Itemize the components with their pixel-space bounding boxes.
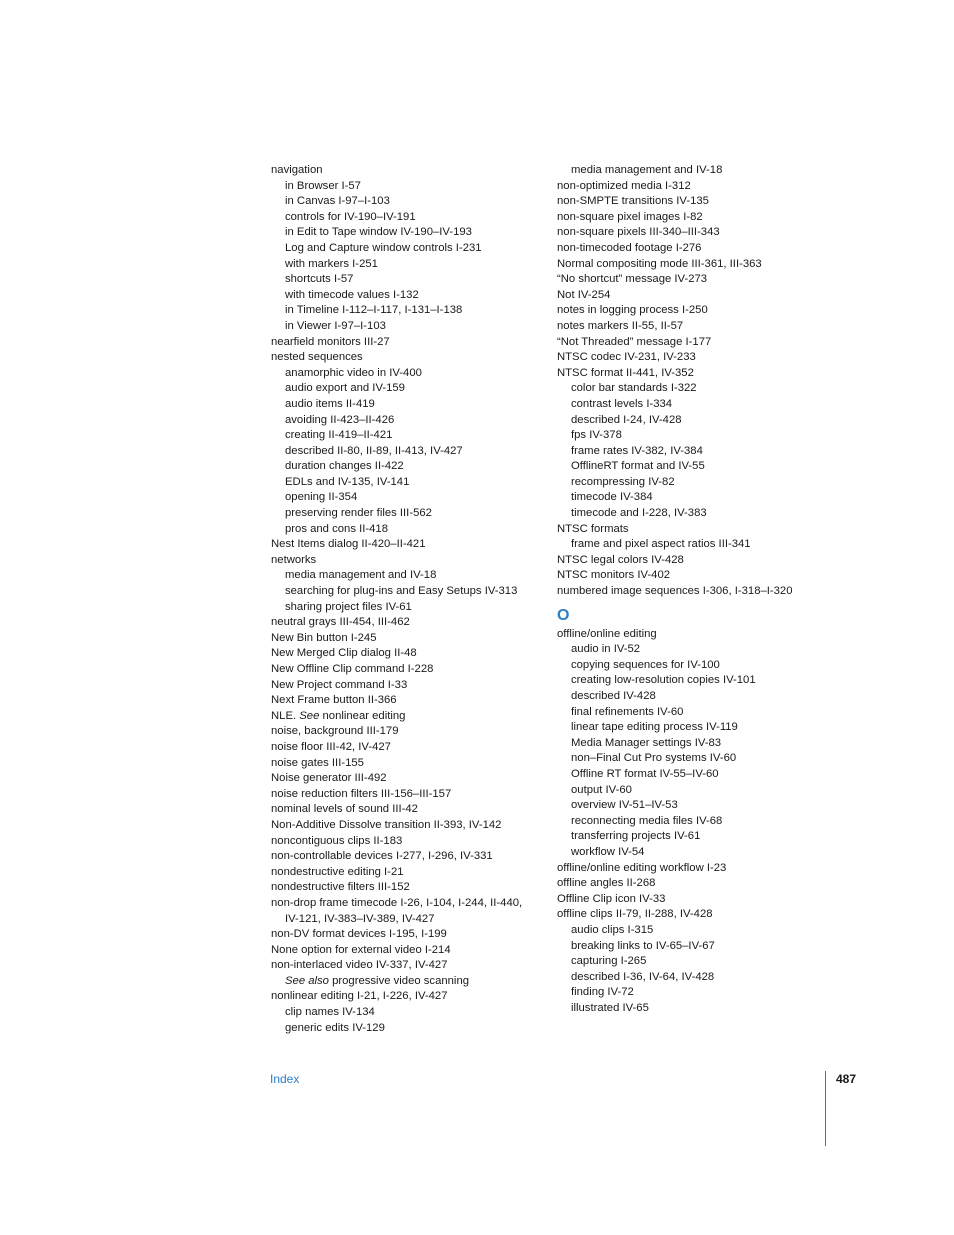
index-subentry: anamorphic video in IV-400 [285, 366, 422, 379]
index-subentry: sharing project files IV-61 [285, 600, 412, 613]
index-entry: non-interlaced video IV-337, IV-427 [271, 959, 448, 972]
index-subentry: timecode IV-384 [571, 491, 653, 504]
index-entry: Nest Items dialog II-420–II-421 [271, 538, 426, 551]
index-entry: noncontiguous clips II-183 [271, 834, 403, 847]
index-subentry: preserving render files III-562 [285, 507, 432, 520]
index-subentry: contrast levels I-334 [571, 397, 673, 410]
index-column-left [271, 163, 533, 1036]
index-subentry: non–Final Cut Pro systems IV-60 [571, 752, 737, 765]
index-entry: noise gates III-155 [271, 756, 364, 769]
index-entry: networks [271, 553, 317, 566]
index-subentry: Offline RT format IV-55–IV-60 [571, 767, 719, 780]
index-entry: offline/online editing workflow I-23 [557, 861, 727, 874]
index-subentry: generic edits IV-129 [285, 1021, 385, 1034]
index-entry: NTSC codec IV-231, IV-233 [557, 351, 696, 364]
index-entry: noise, background III-179 [271, 725, 399, 738]
index-subentry: audio in IV-52 [571, 643, 641, 656]
see-reference-target: nonlinear editing [319, 709, 406, 722]
index-subentry: media management and IV-18 [285, 569, 437, 582]
index-entry-term: NLE. [271, 709, 300, 722]
index-subentry: creating II-419–II-421 [285, 429, 393, 442]
index-entry: nondestructive editing I-21 [271, 865, 404, 878]
index-subentry: audio clips I-315 [571, 923, 654, 936]
index-column-right [557, 163, 819, 1016]
index-subentry: breaking links to IV-65–IV-67 [571, 939, 715, 952]
index-subentry: workflow IV-54 [571, 845, 645, 858]
index-entry: navigation [271, 164, 323, 176]
index-entry: Not IV-254 [557, 288, 611, 301]
index-entry: nested sequences [271, 351, 363, 364]
index-entry: noise reduction filters III-156–III-157 [271, 787, 452, 800]
index-subentry: with timecode values I-132 [285, 288, 419, 301]
index-entry: non-optimized media I-312 [557, 179, 691, 192]
index-entry: neutral grays III-454, III-462 [271, 616, 410, 629]
index-subentry: reconnecting media files IV-68 [571, 814, 723, 827]
index-subentry: timecode and I-228, IV-383 [571, 507, 707, 520]
index-subentry: described I-24, IV-428 [571, 413, 682, 426]
index-subentry: controls for IV-190–IV-191 [285, 210, 416, 223]
index-subentry: output IV-60 [571, 783, 632, 796]
index-subentry: clip names IV-134 [285, 1006, 375, 1019]
index-subentry: opening II-354 [285, 491, 358, 504]
index-subentry: finding IV-72 [571, 986, 634, 999]
index-entry: Normal compositing mode III-361, III-363 [557, 257, 762, 270]
index-entry: notes markers II-55, II-57 [557, 319, 684, 332]
index-entry: Noise generator III-492 [271, 772, 387, 785]
index-entry: NTSC monitors IV-402 [557, 569, 671, 582]
index-subentry: audio export and IV-159 [285, 382, 405, 395]
index-subentry: frame and pixel aspect ratios III-341 [571, 538, 751, 551]
index-subentry: capturing I-265 [571, 955, 647, 968]
index-subentry: with markers I-251 [285, 257, 378, 270]
index-entry: nonlinear editing I-21, I-226, IV-427 [271, 990, 448, 1003]
index-entry: non-SMPTE transitions IV-135 [557, 195, 709, 208]
index-entry: NTSC formats [557, 522, 629, 535]
index-entry: non-DV format devices I-195, I-199 [271, 928, 447, 941]
index-entry: non-drop frame timecode I-26, I-104, I-244, II-440, IV-121, IV-383–IV-389, IV-427 [271, 896, 523, 925]
index-subentry: searching for plug-ins and Easy Setups IV-313 [285, 585, 518, 598]
index-subentry: media management and IV-18 [571, 164, 723, 176]
index-subentry: in Browser I-57 [285, 179, 361, 192]
index-subentry: shortcuts I-57 [285, 273, 354, 286]
index-entry: notes in logging process I-250 [557, 304, 708, 317]
index-subentry: OfflineRT format and IV-55 [571, 460, 705, 473]
index-entry: offline/online editing [557, 627, 657, 640]
index-subentry: frame rates IV-382, IV-384 [571, 444, 703, 457]
index-subentry: fps IV-378 [571, 429, 622, 442]
index-subentry: in Timeline I-112–I-117, I-131–I-138 [285, 304, 463, 317]
page-number: 487 [836, 1072, 857, 1086]
index-entry: non-square pixel images I-82 [557, 210, 703, 223]
index-subentry: Log and Capture window controls I-231 [285, 241, 482, 254]
index-subentry: described II-80, II-89, II-413, IV-427 [285, 444, 463, 457]
index-subentry: transferring projects IV-61 [571, 830, 701, 843]
see-reference-target: progressive video scanning [328, 974, 470, 987]
see-reference: See [299, 709, 320, 722]
index-subentry: overview IV-51–IV-53 [571, 799, 678, 812]
index-entry: New Merged Clip dialog II-48 [271, 647, 417, 660]
index-entry: NTSC legal colors IV-428 [557, 553, 684, 566]
index-entry: numbered image sequences I-306, I-318–I-320 [557, 585, 793, 598]
index-entry: non-square pixels III-340–III-343 [557, 226, 720, 239]
index-entry: Non-Additive Dissolve transition II-393, IV-142 [271, 818, 502, 831]
index-entry: Offline Clip icon IV-33 [557, 892, 666, 905]
index-subentry: in Canvas I-97–I-103 [285, 195, 390, 208]
index-subentry: EDLs and IV-135, IV-141 [285, 475, 410, 488]
index-entry: “Not Threaded” message I-177 [557, 335, 712, 348]
footer-section-label: Index [270, 1072, 300, 1086]
index-subentry: recompressing IV-82 [571, 475, 675, 488]
index-subentry: described I-36, IV-64, IV-428 [571, 970, 715, 983]
see-reference: See also [285, 974, 329, 987]
index-entry: nominal levels of sound III-42 [271, 803, 418, 816]
index-subentry [271, 974, 533, 990]
index-entry: noise floor III-42, IV-427 [271, 740, 391, 753]
index-entry: nondestructive filters III-152 [271, 881, 410, 894]
index-subentry: audio items II-419 [285, 397, 375, 410]
index-subentry: Media Manager settings IV-83 [571, 736, 722, 749]
index-subentry: copying sequences for IV-100 [571, 658, 720, 671]
index-subentry: in Edit to Tape window IV-190–IV-193 [285, 226, 472, 239]
index-entry: offline angles II-268 [557, 877, 656, 890]
index-subentry: illustrated IV-65 [571, 1001, 649, 1014]
index-subentry: linear tape editing process IV-119 [571, 721, 738, 734]
index-subentry: creating low-resolution copies IV-101 [571, 674, 756, 687]
index-entry: New Offline Clip command I-228 [271, 663, 434, 675]
index-subentry: pros and cons II-418 [285, 522, 388, 535]
index-entry [271, 709, 533, 725]
index-entry: None option for external video I-214 [271, 943, 451, 956]
index-subentry: duration changes II-422 [285, 460, 404, 473]
index-subentry: avoiding II-423–II-426 [285, 413, 395, 426]
index-entry: “No shortcut” message IV-273 [557, 273, 708, 286]
index-entry: non-controllable devices I-277, I-296, IV-331 [271, 850, 493, 863]
index-subentry: described IV-428 [571, 690, 656, 702]
index-entry: Next Frame button II-366 [271, 694, 397, 707]
index-section-letter: O [557, 606, 570, 624]
index-subentry: in Viewer I-97–I-103 [285, 319, 386, 332]
footer-divider [825, 1071, 826, 1146]
index-entry: NTSC format II-441, IV-352 [557, 366, 694, 379]
index-entry: non-timecoded footage I-276 [557, 241, 702, 254]
index-entry: nearfield monitors III-27 [271, 335, 390, 348]
index-entry: New Bin button I-245 [271, 631, 377, 644]
index-entry: offline clips II-79, II-288, IV-428 [557, 908, 713, 921]
index-subentry: color bar standards I-322 [571, 382, 697, 395]
index-subentry: final refinements IV-60 [571, 705, 684, 718]
index-entry: New Project command I-33 [271, 678, 408, 691]
